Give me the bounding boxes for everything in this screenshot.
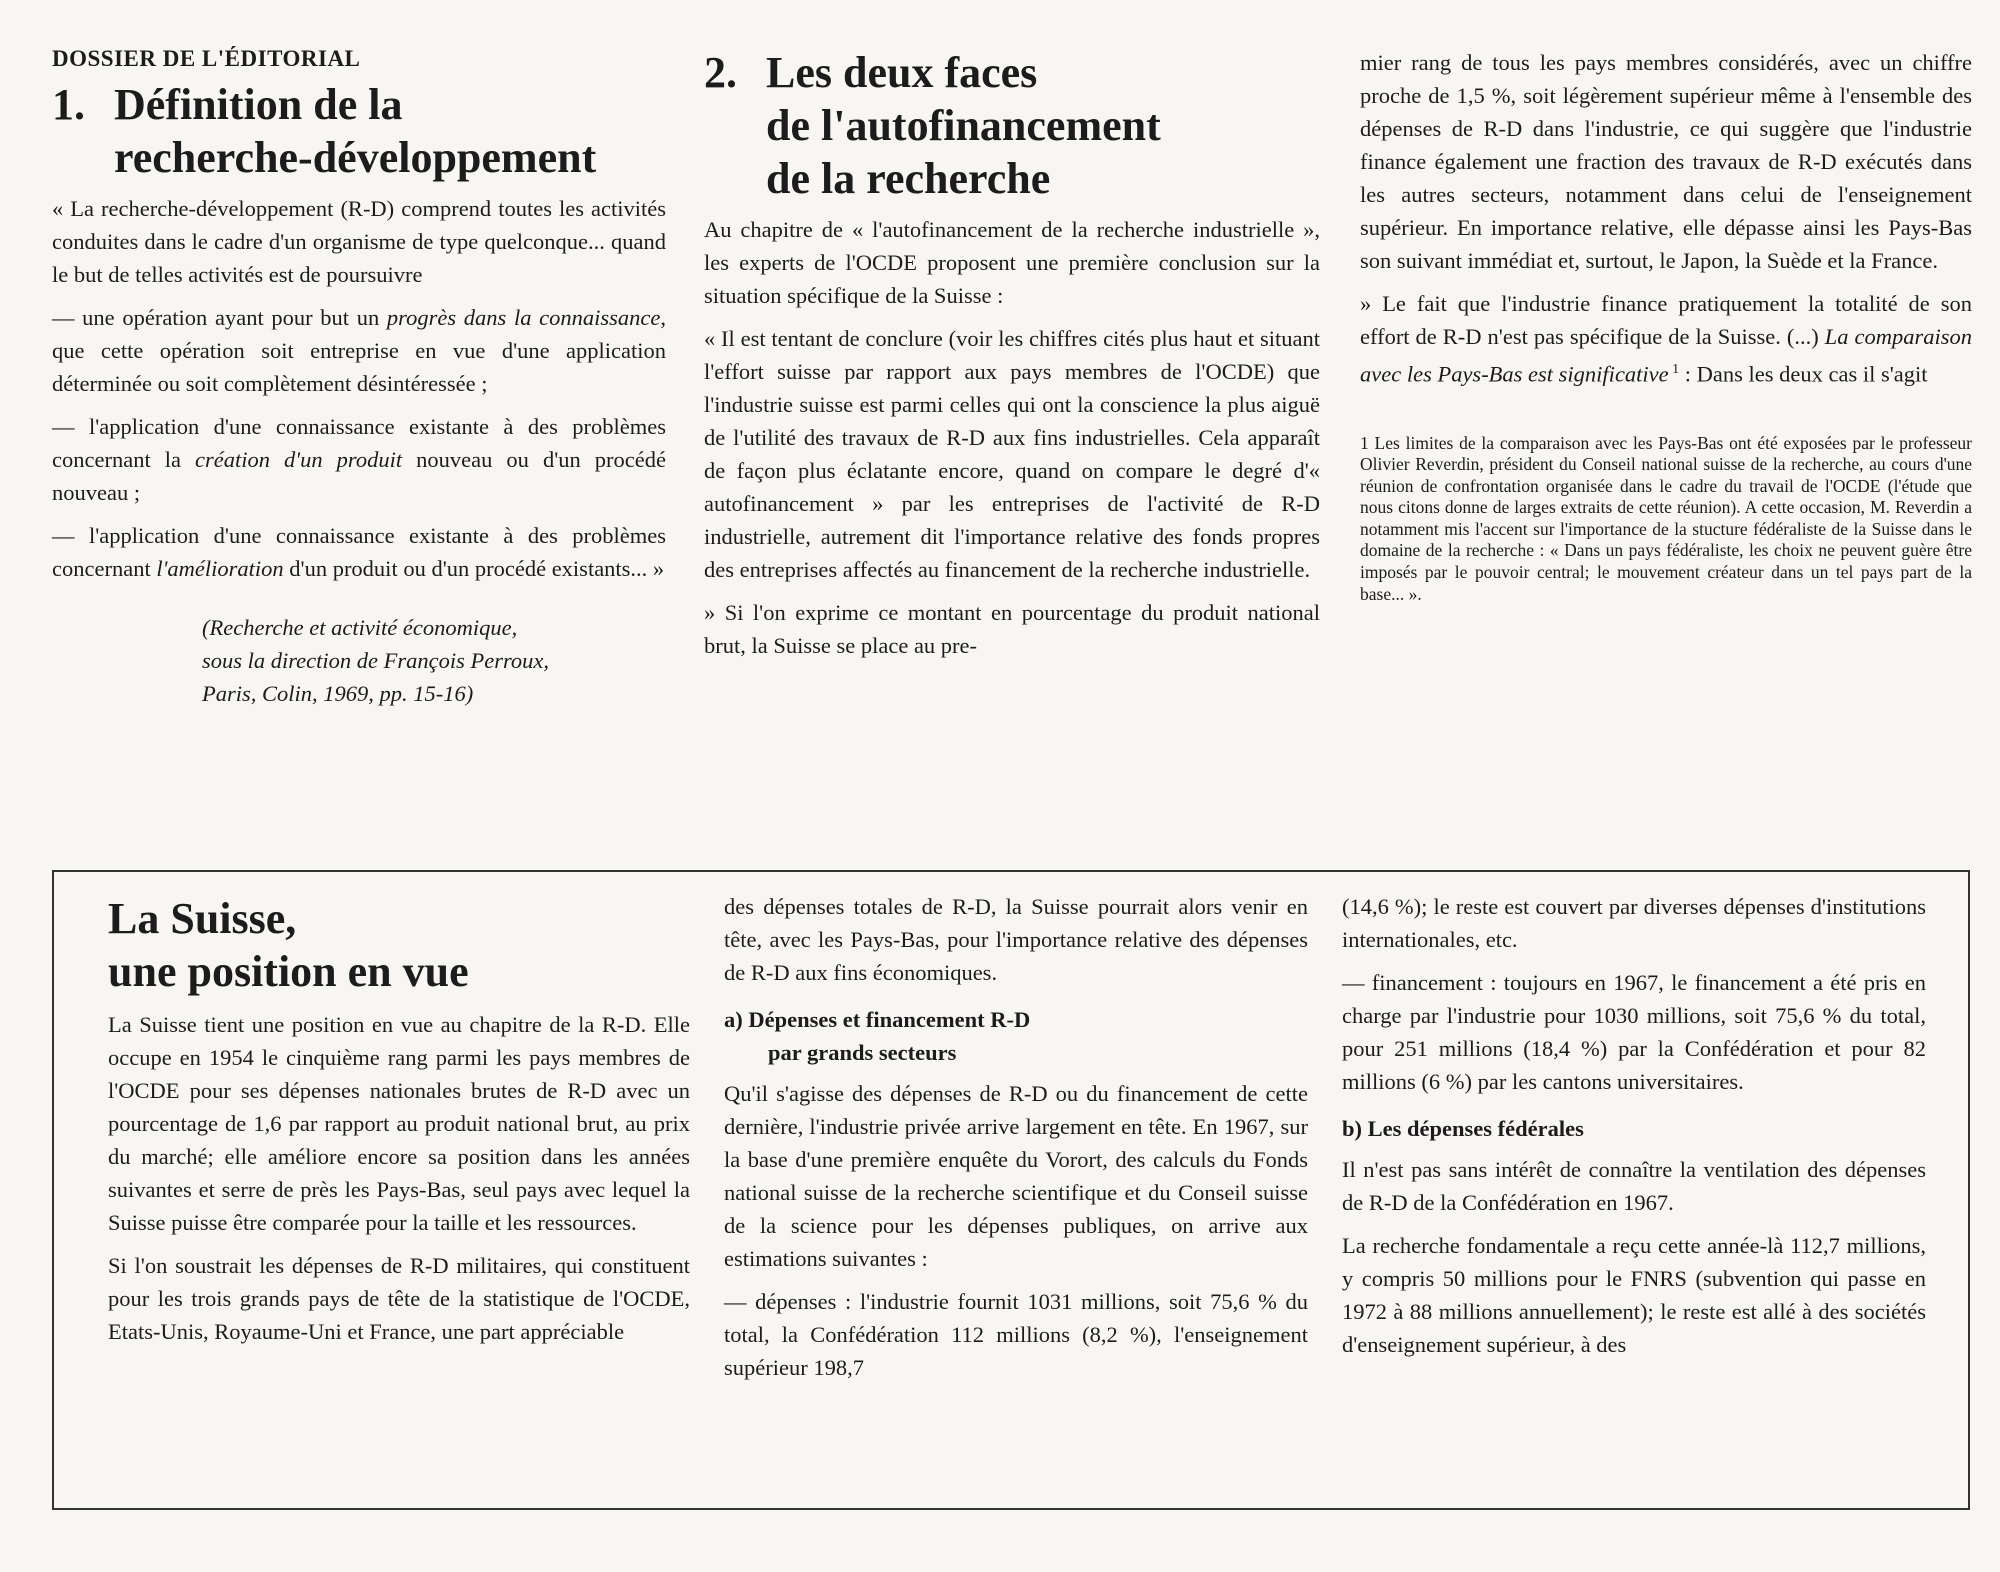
- text-run: — une opération ayant pour but un: [52, 305, 387, 330]
- italic-run: l'amélioration: [156, 556, 284, 581]
- citation-line: Paris, Colin, 1969, pp. 15-16): [202, 681, 474, 706]
- paragraph: Si l'on soustrait les dépenses de R-D militaires, qui constituent pour les trois grands pays de tête de la statistique de l'OCDE, Etats-Unis, Royaume-Uni et France, une part appréciable: [108, 1253, 690, 1344]
- paragraph: [52, 410, 666, 509]
- title-number: 2.: [704, 48, 737, 97]
- paragraph: des dépenses totales de R-D, la Suisse pourrait alors venir en tête, avec les Pays-Bas, pour l'importance relative des dépenses de R-D aux fins économiques.: [724, 894, 1308, 985]
- italic-run: La comparaison avec les Pays-Bas est significative: [1360, 324, 1972, 387]
- citation: [52, 611, 666, 710]
- subheading-b: b) Les dépenses fédérales: [1342, 1116, 1584, 1141]
- paragraph: mier rang de tous les pays membres considérés, avec un chiffre proche de 1,5 %, soit légèrement supérieur même à l'ensemble des dépenses de R-D dans l'industrie, ce qui suggère que l'industrie finance également une fraction des travaux de R-D exécutés dans les autres secteurs, notamment dans celui de l'enseignement supérieur. En importance relative, elle dépasse ainsi les Pays-Bas son suivant immédiat et, surtout, le Japon, la Suède et la France.: [1360, 50, 1972, 273]
- text-run: nouveau ou d'un procédé nouveau ;: [52, 447, 667, 505]
- paragraph: » Si l'on exprime ce montant en pourcentage du produit national brut, la Suisse se place au pre-: [704, 600, 1320, 658]
- box-column-2: [724, 890, 1308, 1394]
- paragraph: Qu'il s'agisse des dépenses de R-D ou du financement de cette dernière, l'industrie privée arrive largement en tête. En 1967, sur la base d'une première enquête du Vorort, des calculs du Fonds national suisse de la recherche scientifique et du Conseil suisse de la science pour les dépenses publiques, on arrive aux estimations suivantes :: [724, 1081, 1308, 1271]
- box-title-line: La Suisse,: [108, 894, 297, 943]
- paragraph: La Suisse tient une position en vue au chapitre de la R-D. Elle occupe en 1954 le cinquième rang parmi les pays membres de l'OCDE pour ses dépenses nationales brutes de R-D avec un pourcentage de 1,6 par rapport au produit national brut, au prix du marché; elle améliore encore sa position dans les années suivantes et serre de près les Pays-Bas, seul pays avec lequel la Suisse puisse être comparée pour la taille et les ressources.: [108, 1012, 690, 1235]
- paragraph: [52, 519, 666, 585]
- article-title-autofinancement: [704, 46, 1320, 205]
- title-line-1: Les deux faces: [766, 48, 1038, 97]
- paragraph: « La recherche-développement (R-D) comprend toutes les activités conduites dans le cadre d'un organisme de type quelconque... quand le but de telles activités est de poursuivre: [52, 196, 666, 287]
- article-title-definition: [52, 78, 666, 184]
- text-run: — l'application d'une connaissance existante à des problèmes concernant la: [52, 414, 666, 472]
- paragraph: Il n'est pas sans intérêt de connaître la ventilation des dépenses de R-D de la Confédération en 1967.: [1342, 1157, 1926, 1215]
- citation-line: (Recherche et activité économique,: [202, 615, 518, 640]
- text-run: » Le fait que l'industrie finance pratiquement la totalité de son effort de R-D n'est pas spécifique de la Suisse. (...): [1360, 291, 1972, 349]
- title-number: 1.: [52, 80, 85, 129]
- boxed-article: [52, 870, 1970, 1510]
- text-run: — l'application d'une connaissance existante à des problèmes concernant: [52, 523, 666, 581]
- italic-run: progrès dans la connaissance: [386, 305, 661, 330]
- column-autofinancement: [704, 46, 1320, 672]
- paragraph: [52, 301, 666, 400]
- footnote-ref: 1: [1668, 362, 1680, 377]
- paragraph: La recherche fondamentale a reçu cette année-là 112,7 millions, y compris 50 millions pour le FNRS (subvention qui passe en 1972 à 88 millions annuellement); le reste est allé à des sociétés d'enseignement supérieur, à des: [1342, 1233, 1926, 1357]
- paragraph: — financement : toujours en 1967, le financement a été pris en charge par l'industrie pour 1030 millions, soit 75,6 % du total, pour 251 millions (18,4 %) par la Confédération et pour 82 millions (6 %) par les cantons universitaires.: [1342, 970, 1926, 1094]
- box-title: [108, 892, 690, 998]
- title-line-1: Définition de la: [114, 80, 403, 129]
- box-column-1: [108, 892, 690, 1358]
- column-continuation: [1360, 46, 1972, 605]
- text-run: d'un produit ou d'un procédé existants... »: [283, 556, 665, 581]
- subheading-line: par grands secteurs: [768, 1040, 957, 1065]
- title-line-3: de la recherche: [766, 154, 1051, 203]
- footnote: 1 Les limites de la comparaison avec les Pays-Bas ont été exposées par le professeur Olivier Reverdin, président du Conseil national suisse de la recherche, au cours d'une réunion de confrontation organisée dans le cadre du travail de l'OCDE (l'étude que nous citons donne de larges extraits de cette réunion). A cette occasion, M. Reverdin a notamment mis l'accent sur l'importance de la stucture fédéraliste de la Suisse dans le domaine de la recherche : « Dans un pays fédéraliste, les choix ne peuvent guère être imposés par le pouvoir central; le mouvement créateur dans un tel pays part de la base... ».: [1360, 432, 1972, 604]
- box-title-line: une position en vue: [108, 947, 469, 996]
- text-run: , que cette opération soit entreprise en vue d'une application déterminée ou soit complètement désintéressée ;: [52, 305, 666, 396]
- section-kicker: DOSSIER DE L'ÉDITORIAL: [52, 46, 361, 71]
- box-column-3: [1342, 890, 1926, 1371]
- title-line-2: recherche-développement: [114, 133, 597, 182]
- paragraph: « Il est tentant de conclure (voir les chiffres cités plus haut et situant l'effort suisse par rapport aux pays membres de l'OCDE) que l'industrie suisse est parmi celles qui ont la conscience la plus aiguë de l'utilité des travaux de R-D aux fins industrielles. Cela apparaît de façon plus éclatante encore, quand on compare le degré d'« autofinancement » par les entreprises de l'activité de R-D industrielle, autrement dit l'importance relative des fonds propres des entreprises affectés au financement de la recherche industrielle.: [704, 326, 1320, 582]
- paragraph: — dépenses : l'industrie fournit 1031 millions, soit 75,6 % du total, la Confédération 112 millions (8,2 %), l'enseignement supérieur 198,7: [724, 1289, 1308, 1380]
- paragraph: (14,6 %); le reste est couvert par diverses dépenses d'institutions internationales, etc.: [1342, 894, 1926, 952]
- column-definition: [52, 46, 666, 720]
- subheading-line: a) Dépenses et financement R-D: [724, 1007, 1031, 1032]
- paragraph: Au chapitre de « l'autofinancement de la recherche industrielle », les experts de l'OCDE proposent une première conclusion sur la situation spécifique de la Suisse :: [704, 217, 1320, 308]
- subheading-a: [724, 1003, 1308, 1069]
- paragraph: [1360, 287, 1972, 391]
- title-line-2: de l'autofinancement: [766, 101, 1161, 150]
- text-run: : Dans les deux cas il s'agit: [1679, 361, 1928, 387]
- italic-run: création d'un produit: [195, 447, 403, 472]
- citation-line: sous la direction de François Perroux,: [202, 648, 550, 673]
